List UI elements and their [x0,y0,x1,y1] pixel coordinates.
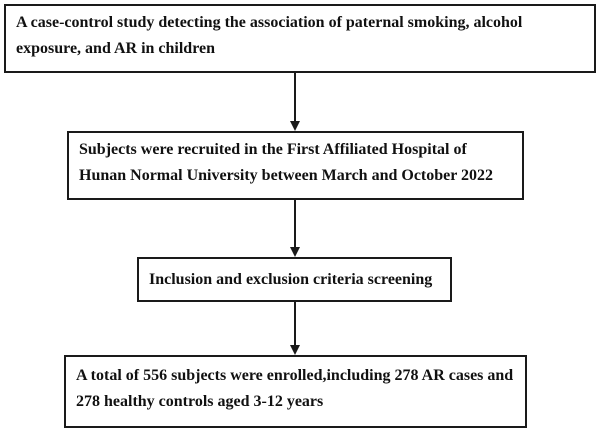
flow-step-enrollment-text: A total of 556 subjects were enrolled,including 278 AR cases and 278 healthy controls aged 3-12 years [76,367,514,410]
flow-step-study-design [4,4,596,73]
flow-step-screening [137,257,452,302]
flow-step-study-design-text: A case-control study detecting the association of paternal smoking, alcohol exposure, and AR in children [16,14,523,57]
flow-step-enrollment [64,355,527,428]
flow-step-screening-text: Inclusion and exclusion criteria screening [149,271,433,288]
flow-step-recruitment [67,131,524,200]
flow-step-recruitment-text: Subjects were recruited in the First Affiliated Hospital of Hunan Normal University between March and October 2022 [79,141,494,184]
